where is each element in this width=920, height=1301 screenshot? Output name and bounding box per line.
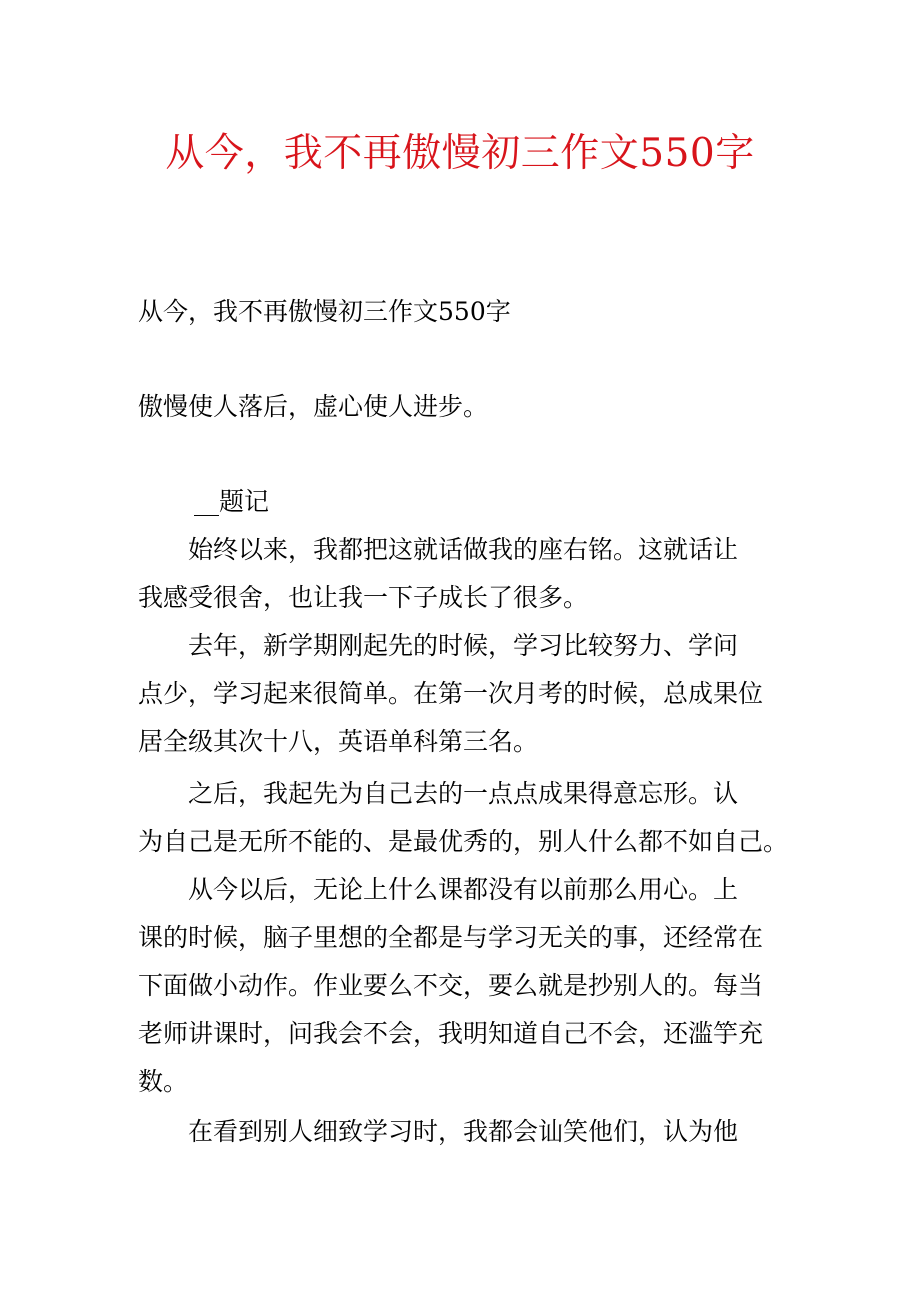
paragraph-line: 在看到别人细致学习时，我都会讪笑他们，认为他 bbox=[138, 1117, 739, 1146]
paragraph-5 bbox=[138, 1108, 788, 1156]
paragraph-line: 去年，新学期刚起先的时候，学习比较努力、学问 bbox=[138, 631, 739, 660]
paragraph-line: 居全级其次十八，英语单科第三名。 bbox=[138, 727, 539, 756]
epigraph-attribution: __题记 bbox=[194, 487, 270, 516]
paragraph-line: 为自己是无所不能的、是最优秀的，别人什么都不如自己。 bbox=[138, 827, 789, 856]
paragraph-4 bbox=[138, 866, 788, 1106]
epigraph: 傲慢使人落后，虚心使人进步。 bbox=[138, 392, 489, 421]
document-subtitle: 从今，我不再傲慢初三作文550字 bbox=[138, 297, 511, 326]
paragraph-3 bbox=[138, 770, 788, 866]
paragraph-line: 数。 bbox=[138, 1067, 189, 1096]
paragraph-line: 课的时候，脑子里想的全都是与学习无关的事，还经常在 bbox=[138, 923, 764, 952]
paragraph-line: 下面做小动作。作业要么不交，要么就是抄别人的。每当 bbox=[138, 971, 764, 1000]
document-title: 从今，我不再傲慢初三作文550字 bbox=[165, 131, 755, 176]
paragraph-line: 我感受很舍，也让我一下子成长了很多。 bbox=[138, 583, 589, 612]
paragraph-2 bbox=[138, 622, 788, 766]
paragraph-1 bbox=[138, 526, 788, 622]
paragraph-line: 始终以来，我都把这就话做我的座右铭。这就话让 bbox=[138, 535, 739, 564]
paragraph-line: 从今以后，无论上什么课都没有以前那么用心。上 bbox=[138, 875, 739, 904]
paragraph-line: 之后，我起先为自己去的一点点成果得意忘形。认 bbox=[138, 779, 739, 808]
paragraph-line: 老师讲课时，问我会不会，我明知道自己不会，还滥竽充 bbox=[138, 1019, 764, 1048]
paragraph-line: 点少，学习起来很简单。在第一次月考的时候，总成果位 bbox=[138, 679, 764, 708]
